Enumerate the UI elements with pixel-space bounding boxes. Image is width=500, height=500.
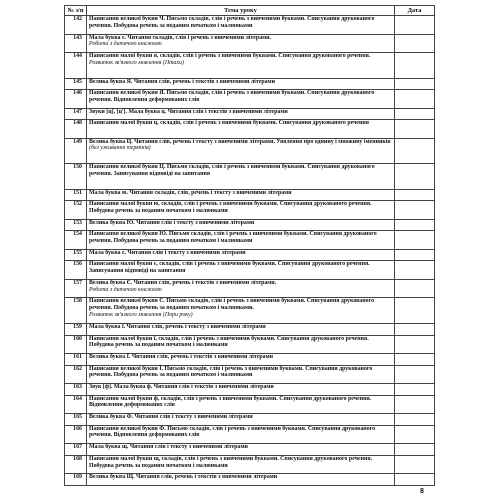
table-row: [65, 249, 435, 261]
lesson-date-cell[interactable]: [395, 120, 435, 139]
lesson-date-cell[interactable]: [395, 474, 435, 486]
lesson-topic-text: Звук [ф]. Мала буква ф. Читання слів і текстів з вивченими літерами: [89, 384, 274, 391]
lesson-topic: [87, 261, 395, 280]
lesson-number: 145: [65, 78, 87, 90]
lesson-number: 156: [65, 261, 87, 280]
lesson-date-cell[interactable]: [395, 164, 435, 190]
lesson-topic-note: (без уживання термінів): [89, 145, 151, 152]
lesson-number: 163: [65, 384, 87, 396]
lesson-topic-text: Велика буква Ц. Читання слів, речень і тексту з вивченими літерами. Уявлення про однину і множину іменників: [89, 138, 391, 145]
lesson-topic: [87, 455, 395, 474]
lesson-date-cell[interactable]: [395, 455, 435, 474]
lesson-date-cell[interactable]: [395, 90, 435, 109]
lesson-topic-text: Написання малої букви є, складів, слів і речень з вивченими буквами. Списування друкованого речення. Записування відповіді на запитання: [89, 261, 370, 275]
lesson-topic-text: Велика буква Щ. Читання слів, речень і текстів з вивченими літерами: [89, 474, 278, 481]
table-row: [65, 201, 435, 220]
lesson-topic-text: Мала буква щ. Читання слів і тексту з вивченими літерами: [89, 444, 248, 451]
lesson-date-cell[interactable]: [395, 323, 435, 335]
lesson-number: 144: [65, 53, 87, 79]
lesson-number: 142: [65, 16, 87, 35]
lesson-topic: [87, 16, 395, 35]
lesson-date-cell[interactable]: [395, 201, 435, 220]
lesson-topic: [87, 425, 395, 444]
lesson-topic-note: Розвиток зв'язного мовлення (Птахи): [89, 59, 184, 66]
table-row: [65, 455, 435, 474]
table-row: [65, 261, 435, 280]
lesson-topic: [87, 474, 395, 486]
lesson-number: 152: [65, 201, 87, 220]
lesson-topic: [87, 298, 395, 324]
table-row: [65, 219, 435, 231]
lesson-date-cell[interactable]: [395, 78, 435, 90]
lesson-number: 149: [65, 138, 87, 164]
lesson-number: 161: [65, 354, 87, 366]
lesson-number: 168: [65, 455, 87, 474]
table-row: [65, 231, 435, 250]
lesson-topic-note: Розвиток зв'язного мовлення (Пори року): [89, 311, 193, 318]
lesson-number: 143: [65, 34, 87, 53]
lesson-topic: [87, 120, 395, 139]
lesson-topic-text: Написання великої букви Ф. Письмо складів, слів і речень з вивченими буквами. Списування друкованого речення. Відновлення деформованих слів: [89, 425, 376, 439]
lesson-topic: [87, 323, 395, 335]
lesson-number: 160: [65, 335, 87, 354]
lesson-topic: [87, 231, 395, 250]
lesson-topic-text: Написання малої букви ї, складів, слів і речень з вивченими буквами. Списування друкованого речення. Побудова речень за поданим початком і малюнками: [89, 335, 369, 349]
table-row: [65, 108, 435, 120]
lesson-date-cell[interactable]: [395, 53, 435, 79]
lesson-number: 146: [65, 90, 87, 109]
lesson-topic-note: Робота з дитячою книжкою: [89, 286, 162, 293]
lesson-topic-text: Написання малої букви я, складів, слів і речень з вивченими буквами. Списування друкованого речення.: [89, 53, 371, 59]
table-row: [65, 354, 435, 366]
lesson-topic-text: Мала буква ї. Читання слів, речень і тексту з вивченими літерами: [89, 323, 266, 330]
lesson-number: 158: [65, 298, 87, 324]
table-row: [65, 384, 435, 396]
table-row: [65, 78, 435, 90]
table-row: [65, 298, 435, 324]
lesson-topic: [87, 335, 395, 354]
lesson-number: 154: [65, 231, 87, 250]
table-row: [65, 189, 435, 201]
lesson-date-cell[interactable]: [395, 395, 435, 414]
table-row: [65, 120, 435, 139]
lesson-topic-text: Написання малої букви ц, складів, слів і речень з вивченими буквами. Списування друкованого речення: [89, 120, 369, 127]
lesson-topic-text: Написання малої букви щ, складів, слів і речень з вивченими буквами. Списування друкованого речення. Побудова речень за поданим початком і малюнками: [89, 455, 373, 469]
table-row: [65, 444, 435, 456]
lesson-topic-text: Написання великої букви Ч. Письмо складів, слів і речень з вивченими буквами. Списування друкованого речення. Побудова речень за поданим початком і малюнками: [89, 16, 375, 29]
lesson-number: 162: [65, 365, 87, 384]
table-header-row: [65, 6, 435, 16]
lesson-topic-text: Велика буква Я. Читання слів, речень і текстів з вивченими літерами: [89, 78, 275, 85]
lesson-topic: [87, 201, 395, 220]
lesson-topic: [87, 414, 395, 426]
lesson-topic-text: Звуки [ц], [ц']. Мала буква ц. Читання слів і текстів з вивченими літерами: [89, 108, 288, 115]
lesson-number: 157: [65, 279, 87, 298]
lesson-date-cell[interactable]: [395, 138, 435, 164]
table-row: [65, 474, 435, 486]
lesson-date-cell[interactable]: [395, 444, 435, 456]
table-row: [65, 138, 435, 164]
lesson-date-cell[interactable]: [395, 414, 435, 426]
lesson-topic-text: Велика буква Ї. Читання слів, речень і текстів з вивченими літерами: [89, 354, 273, 361]
lesson-topic-text: Велика буква Є. Читання слів, речень і текстів з вивченими літерами.: [89, 279, 277, 286]
lesson-topic-note: Робота з дитячою книжкою: [89, 41, 162, 48]
lesson-topic: [87, 395, 395, 414]
lesson-rows: [65, 16, 435, 486]
lesson-plan-page: [64, 5, 434, 486]
lesson-number: 155: [65, 249, 87, 261]
lesson-topic: [87, 53, 395, 79]
table-row: [65, 323, 435, 335]
lesson-topic: [87, 384, 395, 396]
lesson-date-cell[interactable]: [395, 354, 435, 366]
lesson-date-cell[interactable]: [395, 189, 435, 201]
header-date: Дата: [395, 6, 435, 16]
lesson-table: [64, 5, 435, 486]
lesson-topic-text: Мала буква ю. Читання складів, слів, речень і тексту з вивченими літерами: [89, 189, 292, 196]
lesson-number: 164: [65, 395, 87, 414]
table-row: [65, 90, 435, 109]
lesson-topic: [87, 189, 395, 201]
lesson-date-cell[interactable]: [395, 425, 435, 444]
lesson-date-cell[interactable]: [395, 335, 435, 354]
lesson-topic: [87, 219, 395, 231]
table-row: [65, 164, 435, 190]
lesson-topic-text: Написання малої букви ю, складів, слів і речень з вивченими буквами. Списування друкованого речення. Побудова речень за поданим початком і малюнками: [89, 201, 372, 214]
lesson-date-cell[interactable]: [395, 249, 435, 261]
lesson-topic: [87, 138, 395, 164]
header-number: № з/п: [65, 6, 87, 16]
lesson-number: 167: [65, 444, 87, 456]
lesson-topic: [87, 249, 395, 261]
lesson-topic: [87, 34, 395, 53]
lesson-date-cell[interactable]: [395, 261, 435, 280]
lesson-date-cell[interactable]: [395, 279, 435, 298]
header-topic: Тема уроку: [87, 6, 395, 16]
lesson-topic-text: Велика буква Ю. Читання слів і тексту з вивченими літерами: [89, 219, 255, 226]
lesson-number: 165: [65, 414, 87, 426]
table-row: [65, 425, 435, 444]
table-row: [65, 395, 435, 414]
lesson-number: 148: [65, 120, 87, 139]
lesson-date-cell[interactable]: [395, 219, 435, 231]
page-number: 8: [420, 488, 424, 495]
lesson-topic-text: Написання великої букви Я. Письмо складів, слів і речень з вивченими буквами. Списування друкованого речення. Відновлення деформованих слів: [89, 90, 375, 103]
lesson-date-cell[interactable]: [395, 384, 435, 396]
lesson-number: 159: [65, 323, 87, 335]
lesson-topic: [87, 90, 395, 109]
lesson-number: 151: [65, 189, 87, 201]
lesson-date-cell[interactable]: [395, 231, 435, 250]
lesson-topic-text: Велика буква Ф. Читання слів і тексту з вивченими літерами: [89, 414, 253, 421]
lesson-date-cell[interactable]: [395, 16, 435, 35]
table-row: [65, 279, 435, 298]
lesson-topic: [87, 365, 395, 384]
lesson-topic-text: Написання великої букви Є. Письмо складів, слів і речень з вивченими буквами. Списування друкованого речення. Побудова речень за поданим початком і малюнками.: [89, 298, 375, 312]
table-row: [65, 414, 435, 426]
lesson-date-cell[interactable]: [395, 34, 435, 53]
lesson-number: 147: [65, 108, 87, 120]
lesson-topic-text: Написання великої букви Ц. Письмо складів, слів і речень з вивченими буквами. Списування друкованого речення. Записування відповіді на запитання: [89, 164, 375, 177]
table-row: [65, 34, 435, 53]
lesson-topic-text: Написання великої букви Ю. Письмо складів, слів і речень з вивченими буквами. Списування друкованого речення. Побудова речень за поданим початком і малюнками: [89, 231, 377, 244]
lesson-number: 153: [65, 219, 87, 231]
lesson-topic-text: Написання малої букви ф, складів, слів і речень з вивченими буквами. Списування друкованого речення. Відновлення деформованих слів: [89, 395, 372, 409]
lesson-number: 169: [65, 474, 87, 486]
table-row: [65, 53, 435, 79]
lesson-number: 150: [65, 164, 87, 190]
lesson-topic: [87, 444, 395, 456]
lesson-date-cell[interactable]: [395, 298, 435, 324]
lesson-topic: [87, 108, 395, 120]
lesson-topic-text: Написання великої букви Ї. Письмо складів, слів і речень з вивченими буквами. Списування друкованого речення. Побудова речень за поданим початком і малюнками: [89, 365, 373, 379]
table-row: [65, 365, 435, 384]
lesson-date-cell[interactable]: [395, 108, 435, 120]
lesson-date-cell[interactable]: [395, 365, 435, 384]
lesson-topic: [87, 78, 395, 90]
lesson-topic: [87, 279, 395, 298]
lesson-topic: [87, 354, 395, 366]
lesson-number: 166: [65, 425, 87, 444]
lesson-topic-text: Мала буква є. Читання слів і тексту з вивченими літерами: [89, 249, 246, 256]
lesson-topic-text: Мала буква є. Читання складів, слів і речень з вивченими літерами.: [89, 34, 272, 41]
table-row: [65, 335, 435, 354]
lesson-topic: [87, 164, 395, 190]
table-row: [65, 16, 435, 35]
